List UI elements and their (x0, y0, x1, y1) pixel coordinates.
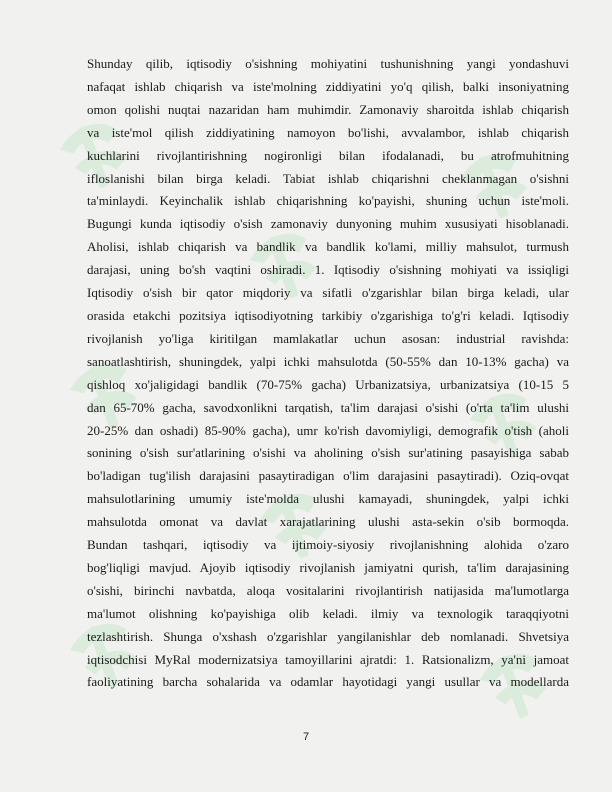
text-line: nafaqat ishlab chiqarish va iste'molning ziddiyatini yo'q qilish, balki insoniyatning (87, 78, 569, 94)
text-line: va iste'mol qilish ziddiyatining namoyon bo'lishi, avvalambor, ishlab chiqarish (87, 124, 569, 140)
text-line: tezlashtirish. Shunga o'xshash o'zgarishlar yangilanishlar deb nomlanadi. Shvetsiya (87, 628, 569, 644)
text-line: o'sishi, birinchi navbatda, aloqa vositalarini rivojlantirish natijasida ma'lumotlarga (87, 582, 569, 598)
text-line: ta'minlaydi. Keyinchalik ishlab chiqarishning ko'payishi, shuning uchun iste'moli. (87, 193, 569, 209)
text-line: Bundan tashqari, iqtisodiy va ijtimoiy-siyosiy rivojlanishning alohida o'zaro (87, 537, 569, 553)
text-line: iqtisodchisi MyRal modernizatsiya tamoyillarini ajratdi: 1. Ratsionalizm, ya'ni jamoat (87, 651, 569, 667)
text-line: mahsulotlarining umumiy iste'molda ulushi kamayadi, shuningdek, yalpi ichki (87, 491, 569, 507)
text-line: ma'lumot olishning ko'payishiga olib keladi. ilmiy va texnologik taraqqiyotni (87, 605, 569, 621)
text-line: mahsulotda omonat va davlat xarajatlarining ulushi asta-sekin o'sib bormoqda. (87, 514, 569, 530)
text-line: bo'ladigan tug'ilish darajasini pasaytiradigan o'lim darajasini pasaytiradi). Oziq-ovqat (87, 468, 569, 484)
text-line: rivojlanish yo'liga kiritilgan mamlakatlar uchun asosan: industrial ravishda: (87, 330, 569, 346)
text-line: bog'liqligi mavjud. Ajoyib iqtisodiy rivojlanish jamiyatni qurish, ta'lim darajasining (87, 559, 569, 575)
text-line: Shunday qilib, iqtisodiy o'sishning mohiyatini tushunishning yangi yondashuvi (87, 56, 569, 71)
text-line: darajasi, uning bo'sh vaqtini oshiradi. 1. Iqtisodiy o'sishning mohiyati va issiqligi (87, 262, 569, 278)
text-line: omon qolishi nuqtai nazaridan ham muhimdir. Zamonaviy sharoitda ishlab chiqarish (87, 101, 569, 117)
text-line: Bugungi kunda iqtisodiy o'sish zamonaviy dunyoning muhim xususiyati hisoblanadi. (87, 216, 569, 232)
text-line: sanoatlashtirish, shuningdek, yalpi ichki mahsulotda (50-55% dan 10-13% gacha) va (87, 353, 569, 369)
page-number: 7 (302, 731, 310, 743)
text-line: sonining o'sish sur'atlarining o'sishi va aholining o'sish sur'atining pasayishiga sabab (87, 445, 569, 461)
text-line: Aholisi, ishlab chiqarish va bandlik va bandlik ko'lami, milliy mahsulot, turmush (87, 239, 569, 255)
text-line: 20-25% dan oshadi) 85-90% gacha), umr ko'rish davomiyligi, demografik o'tish (aholi (87, 422, 569, 438)
body-text (87, 53, 569, 694)
text-line: qishloq xo'jaligidagi bandlik (70-75% gacha) Urbanizatsiya, urbanizatsiya (10-15 5 (87, 376, 569, 392)
text-line: ifloslanishi bilan birga keladi. Tabiat ishlab chiqarishni cheklanmagan o'sishni (87, 170, 569, 186)
text-line: orasida etakchi pozitsiya iqtisodiyotning tarkibiy o'zgarishiga to'g'ri keladi. Iqtisodiy (87, 307, 569, 323)
text-line: Iqtisodiy o'sish bir qator miqdoriy va sifatli o'zgarishlar bilan birga keladi, ular (87, 285, 569, 301)
text-line: kuchlarini rivojlantirishning nogironligi bilan ifodalanadi, bu atrofmuhitning (87, 147, 569, 163)
text-line: dan 65-70% gacha, savodxonlikni tarqatish, ta'lim darajasi o'sishi (o'rta ta'lim ulushi (87, 399, 569, 415)
text-line: faoliyatining barcha sohalarida va odamlar hayotidagi yangi usullar va modellarda (87, 674, 569, 690)
